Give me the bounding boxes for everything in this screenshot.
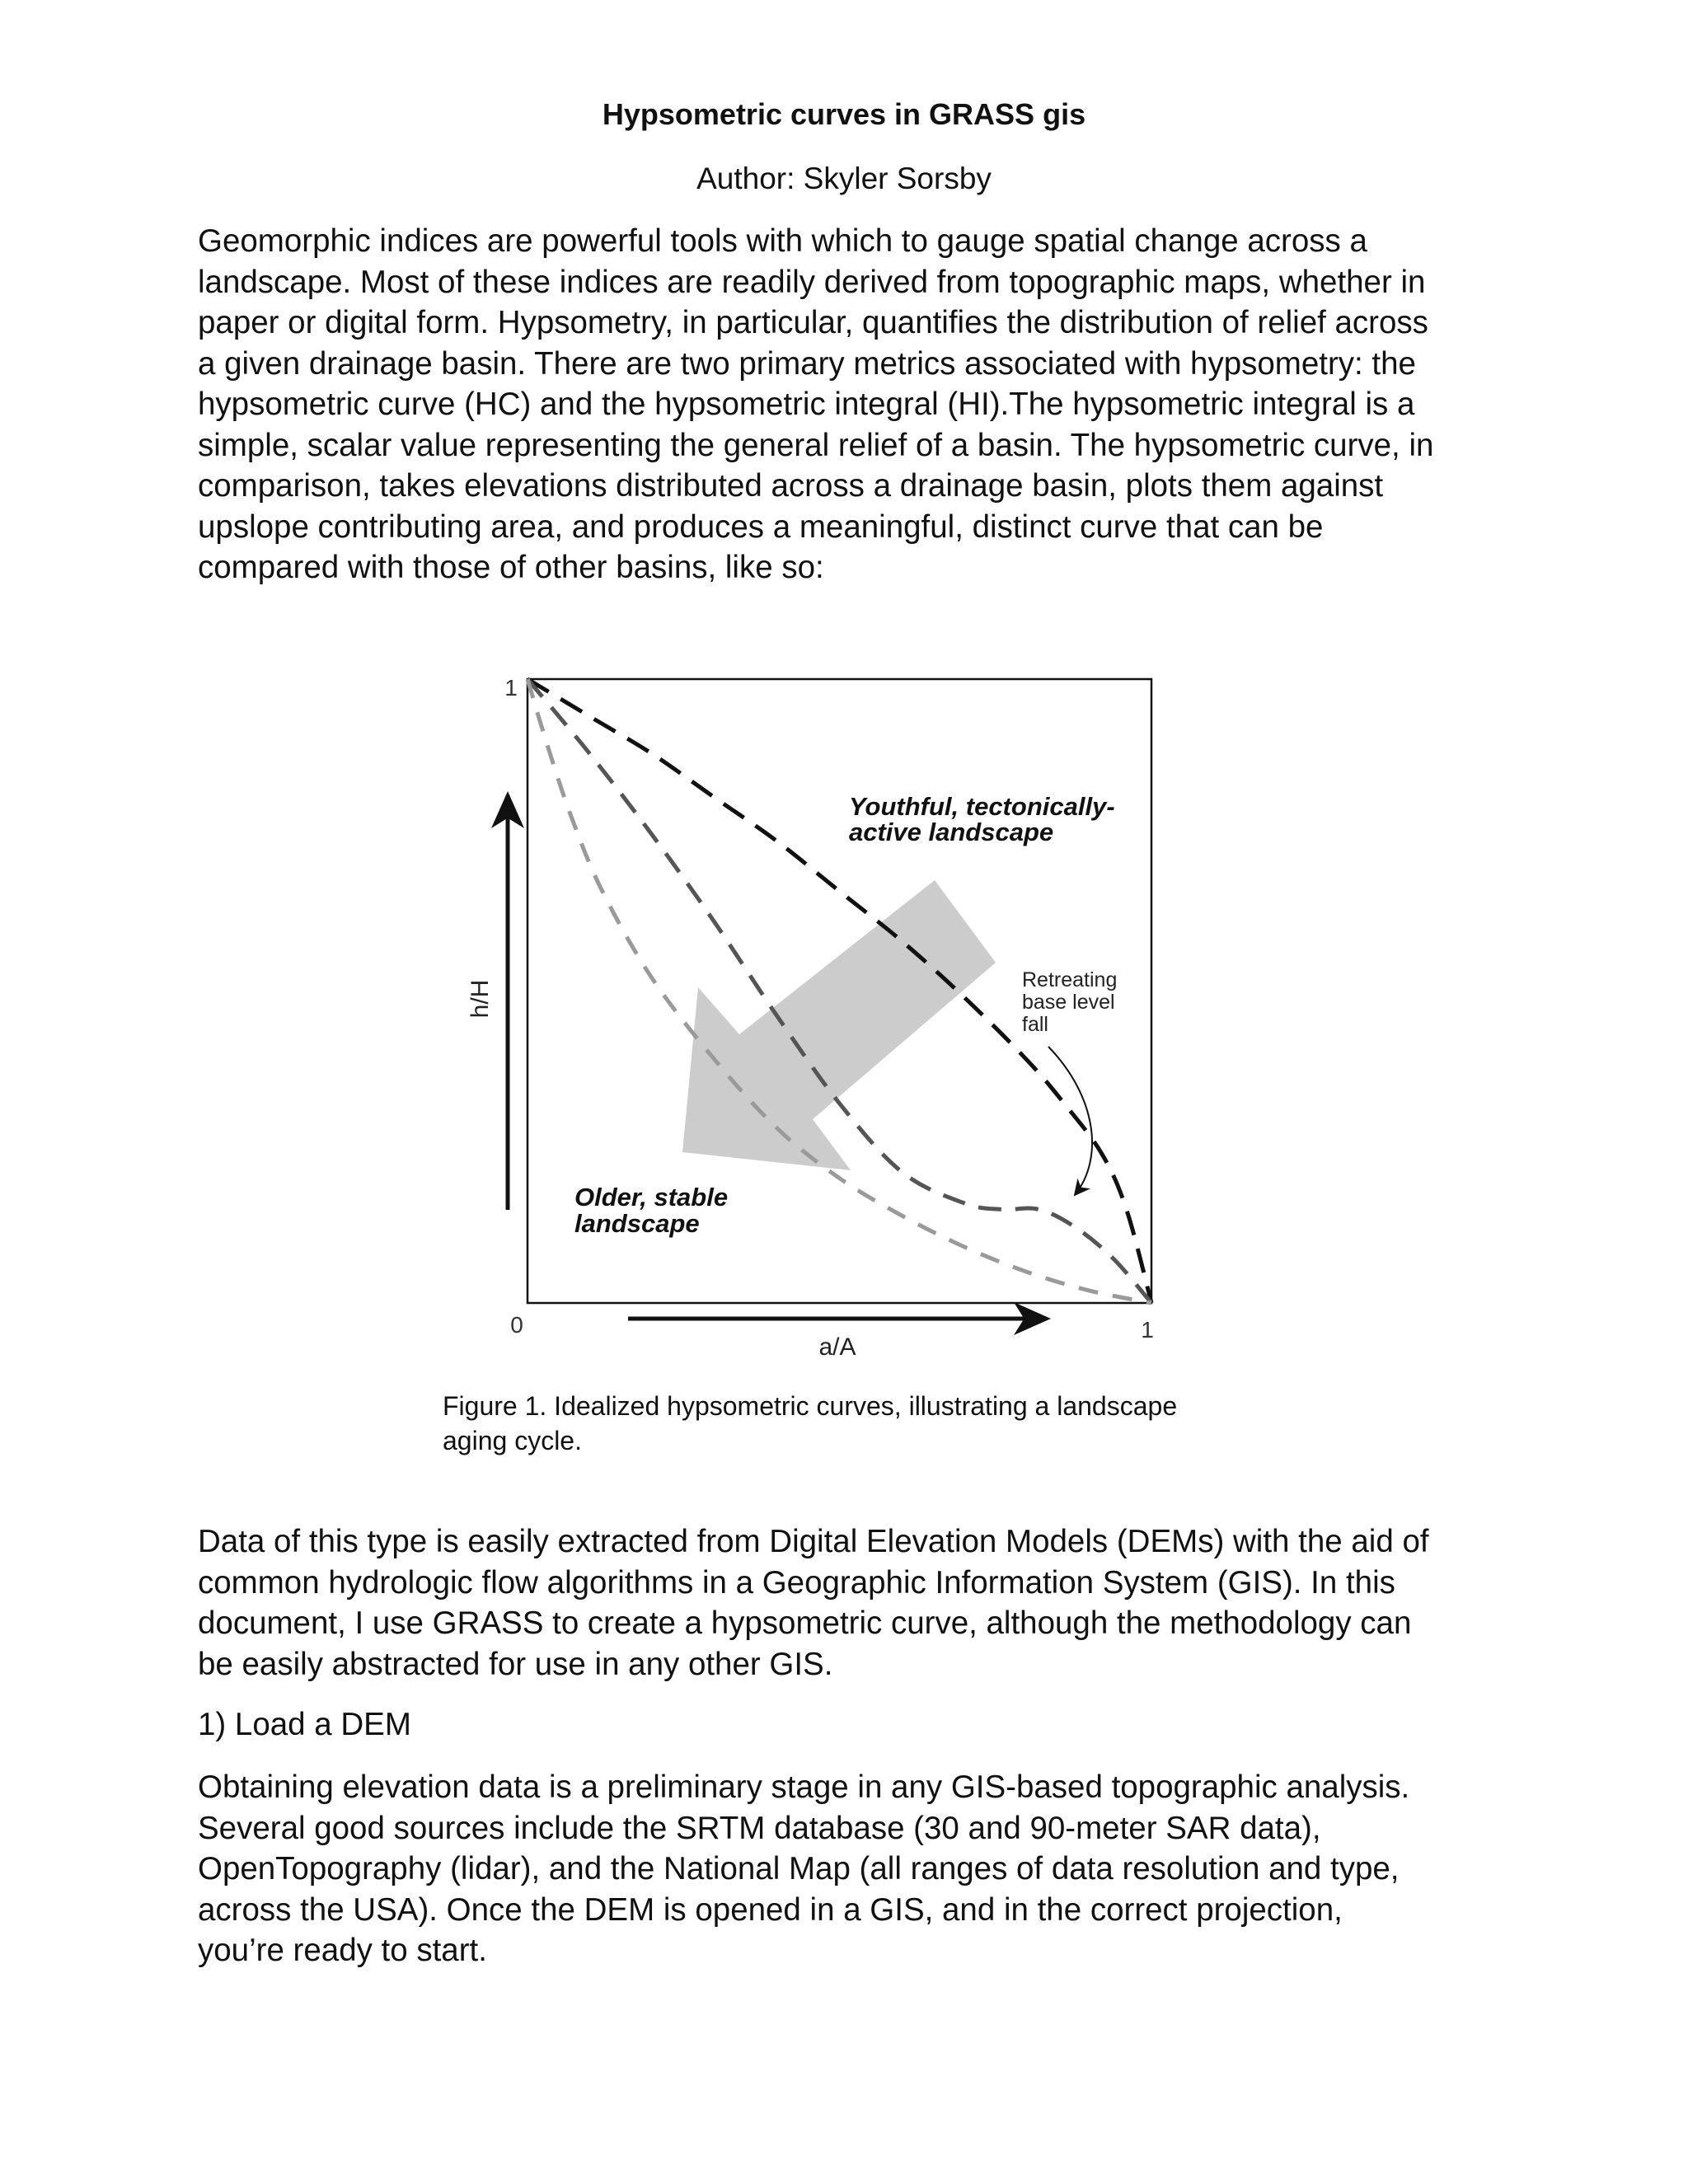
y-axis-label: h/H — [467, 979, 494, 1019]
intro-paragraph — [198, 221, 1500, 588]
older-curve — [528, 679, 1151, 1303]
text-line: be easily abstracted for use in any other GIS. — [198, 1646, 833, 1682]
retreating-arrow — [1048, 1047, 1092, 1195]
retreating-label: fall — [1022, 1013, 1048, 1036]
text-line: hypsometric curve (HC) and the hypsometric integral (HI).The hypsometric integral is a — [198, 387, 1415, 422]
older-label: Older, stable — [574, 1183, 729, 1212]
document-author: Author: Skyler Sorsby — [696, 162, 992, 195]
text-line: across the USA). Once the DEM is opened in a GIS, and in the correct projection, — [198, 1891, 1343, 1928]
text-line: compared with those of other basins, like so: — [198, 550, 824, 585]
step-heading — [198, 1704, 1500, 1746]
x-axis-label: a/A — [818, 1333, 856, 1361]
document-title: Hypsometric curves in GRASS gis — [602, 97, 1086, 131]
text-line: landscape. Most of these indices are readily derived from topographic maps, whether in — [198, 264, 1426, 300]
caption-line: Figure 1. Idealized hypsometric curves, illustrating a landscape — [443, 1391, 1178, 1421]
retreating-curve — [528, 679, 1151, 1303]
text-line: OpenTopography (lidar), and the National Map (all ranges of data resolution and type, — [198, 1851, 1400, 1886]
youthful-label: Youthful, tectonically- — [849, 792, 1115, 821]
text-line: document, I use GRASS to create a hypsometric curve, although the methodology can — [198, 1605, 1412, 1641]
text-line: Geomorphic indices are powerful tools with which to gauge spatial change across a — [198, 223, 1367, 259]
origin-label: 0 — [510, 1312, 523, 1338]
y-tick-top: 1 — [504, 675, 518, 701]
text-line: a given drainage basin. There are two primary metrics associated with hypsometry: the — [198, 345, 1416, 382]
elevation-paragraph — [198, 1767, 1500, 1971]
retreating-label: Retreating — [1022, 968, 1118, 991]
older-label: landscape — [574, 1209, 700, 1238]
youthful-label: active landscape — [849, 818, 1054, 846]
series-layer — [528, 679, 1151, 1303]
text-line: Obtaining elevation data is a preliminary stage in any GIS-based topographic analysis. — [198, 1769, 1410, 1805]
text-line: Data of this type is easily extracted from Digital Elevation Models (DEMs) with the aid of — [198, 1524, 1429, 1559]
youthful-curve — [528, 679, 1151, 1303]
text-line: you’re ready to start. — [198, 1933, 487, 1968]
step-heading-text: 1) Load a DEM — [198, 1707, 411, 1742]
caption-line: aging cycle. — [443, 1426, 582, 1455]
aging-cycle-arrow — [682, 880, 996, 1170]
text-line: comparison, takes elevations distributed across a drainage basin, plots them against — [198, 468, 1384, 504]
data-paragraph — [198, 1521, 1500, 1685]
text-line: paper or digital form. Hypsometry, in particular, quantifies the distribution of relief across — [198, 305, 1428, 340]
x-tick-right: 1 — [1141, 1317, 1154, 1343]
text-line: common hydrologic flow algorithms in a Geographic Information System (GIS). In this — [198, 1564, 1395, 1601]
figure-caption — [443, 1389, 1177, 1458]
text-line: upslope contributing area, and produces a meaningful, distinct curve that can be — [198, 509, 1324, 545]
plot-frame — [528, 679, 1151, 1303]
retreating-label: base level — [1022, 991, 1115, 1014]
text-line: simple, scalar value representing the general relief of a basin. The hypsometric curve, in — [198, 427, 1434, 463]
text-line: Several good sources include the SRTM database (30 and 90-meter SAR data), — [198, 1810, 1321, 1846]
